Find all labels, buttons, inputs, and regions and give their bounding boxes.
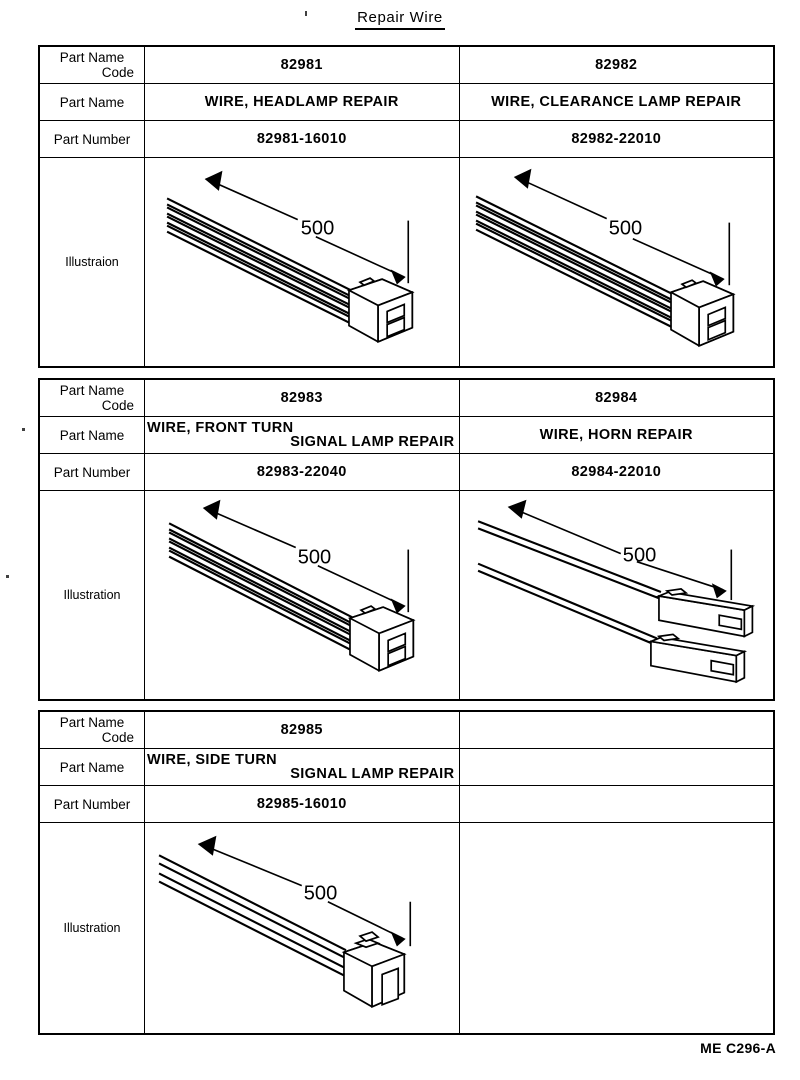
dimension-label-col1: 500 <box>297 546 332 569</box>
row-label-line1: Part Name <box>59 383 125 398</box>
part-name-code-value-col1: 82981 <box>145 47 460 83</box>
part-name-code-value-col2: 82982 <box>595 57 638 73</box>
row-label-line2: Code <box>101 398 134 413</box>
row-label-line2: Code <box>101 65 134 80</box>
row-label-part-number: Part Number <box>40 121 145 157</box>
part-number-value-col2: 82982-22010 <box>571 131 662 147</box>
table-row <box>40 417 773 454</box>
table-row <box>40 380 773 417</box>
part-name-code-value-col1: 82985 <box>145 712 460 748</box>
part-name-value-col1 <box>145 417 460 453</box>
illustration-cell-col1 <box>145 823 460 1033</box>
table-row <box>40 47 773 84</box>
part-name-line1: WIRE, FRONT TURN <box>147 420 294 436</box>
part-number-value-col1: 82981-16010 <box>145 121 460 157</box>
dimension-label-col1: 500 <box>300 217 335 240</box>
dimension-label-col2: 500 <box>608 217 642 240</box>
part-name-value-col2: WIRE, CLEARANCE LAMP REPAIR <box>491 94 742 110</box>
part-name-line2: SIGNAL LAMP REPAIR <box>290 766 455 782</box>
scan-speck <box>22 428 25 431</box>
row-label-part-name-code <box>40 47 145 83</box>
wire-diagram-4wire-icon <box>145 158 459 366</box>
table-row <box>40 84 773 121</box>
part-name-code-value-col2: 82984 <box>595 390 638 406</box>
document-code: ME C296-A <box>700 1040 776 1056</box>
part-name-value-col1: WIRE, HEADLAMP REPAIR <box>145 84 460 120</box>
table-row-illustration <box>40 491 773 699</box>
scan-speck <box>6 575 9 578</box>
row-label-illustration: Illustraion <box>40 158 145 366</box>
page-title-text: Repair Wire <box>355 9 445 30</box>
table-row <box>40 712 773 749</box>
page-title <box>0 9 800 30</box>
illustration-cell-col2-empty <box>460 823 774 1033</box>
part-table-2 <box>38 378 775 701</box>
row-label-part-name-code <box>40 380 145 416</box>
illustration-cell-col2 <box>460 158 774 366</box>
row-label-line2: Code <box>101 730 134 745</box>
table-row <box>40 786 773 823</box>
table-row <box>40 121 773 158</box>
table-row <box>40 749 773 786</box>
row-label-part-number: Part Number <box>40 786 145 822</box>
part-table-3 <box>38 710 775 1035</box>
part-name-line1: WIRE, SIDE TURN <box>147 752 278 768</box>
table-row <box>40 454 773 491</box>
part-number-value-col2 <box>460 786 774 822</box>
part-name-line2: SIGNAL LAMP REPAIR <box>290 434 455 450</box>
wire-diagram-4wire-icon <box>145 491 459 699</box>
illustration-cell-col1 <box>145 158 460 366</box>
part-name-code-value-col2 <box>460 712 774 748</box>
wire-diagram-4wire-icon <box>460 158 774 366</box>
wire-diagram-2wire-icon <box>145 823 459 1033</box>
dimension-label-col1: 500 <box>303 882 338 905</box>
scan-speck <box>305 11 307 16</box>
table-row-illustration <box>40 158 773 366</box>
part-name-code-value-col1: 82983 <box>145 380 460 416</box>
row-label-illustration: Illustration <box>40 491 145 699</box>
part-name-value-col1 <box>145 749 460 785</box>
row-label-part-name: Part Name <box>40 749 145 785</box>
part-table-1 <box>38 45 775 368</box>
row-label-part-number: Part Number <box>40 454 145 490</box>
row-label-part-name: Part Name <box>40 417 145 453</box>
part-number-value-col2: 82984-22010 <box>571 464 662 480</box>
dimension-label-col2: 500 <box>622 544 656 567</box>
row-label-line1: Part Name <box>59 50 125 65</box>
illustration-cell-col2 <box>460 491 774 699</box>
table-row-illustration <box>40 823 773 1033</box>
row-label-part-name-code <box>40 712 145 748</box>
row-label-line1: Part Name <box>59 715 125 730</box>
wire-diagram-2wire-dual-connector-icon <box>460 491 774 699</box>
part-number-value-col1: 82985-16010 <box>145 786 460 822</box>
row-label-illustration: Illustration <box>40 823 145 1033</box>
part-name-value-col2 <box>460 749 774 785</box>
part-number-value-col1: 82983-22040 <box>145 454 460 490</box>
row-label-part-name: Part Name <box>40 84 145 120</box>
part-name-value-col2: WIRE, HORN REPAIR <box>539 427 693 443</box>
illustration-cell-col1 <box>145 491 460 699</box>
